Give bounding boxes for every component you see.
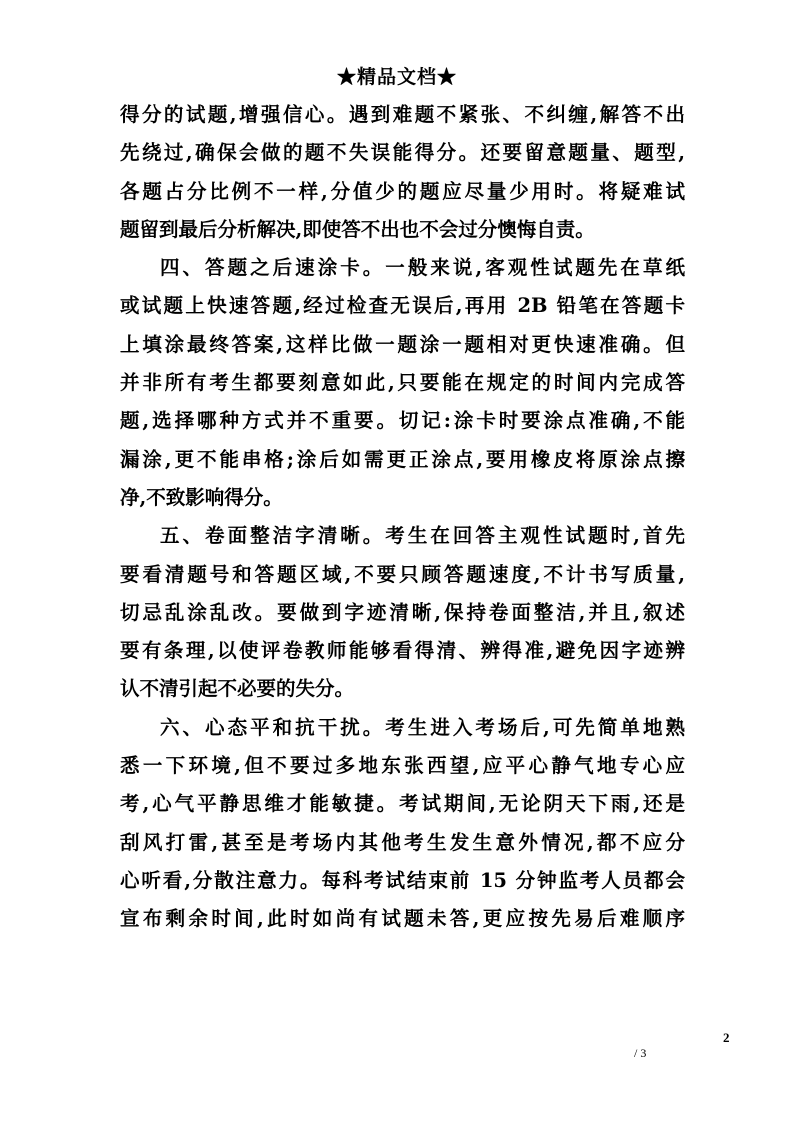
text-line: 得分的试题,增强信心。遇到难题不紧张、不纠缠,解答不出 [120,103,685,126]
text-line: 题留到最后分析解决,即使答不出也不会过分懊悔自责。 [120,217,595,241]
text-line: 先绕过,确保会做的题不失误能得分。还要留意题量、题型, [120,141,685,165]
text-line: 净,不致影响得分。 [120,485,283,509]
text-line: 考,心气平静思维才能敏捷。考试期间,无论阴天下雨,还是 [120,792,685,816]
page-total: / 3 [634,1046,647,1060]
paragraph-heading-line: 四、答题之后速涂卡。一般来说,客观性试题先在草纸 [160,256,685,280]
text-line: 刮风打雷,甚至是考场内其他考生发生意外情况,都不应分 [120,830,685,854]
text-line: 要看清题号和答题区域,不要只顾答题速度,不计书写质量, [120,562,685,586]
text-line: 心听看,分散注意力。每科考试结束前 15 分钟监考人员都会 [120,868,685,892]
text-line: 或试题上快速答题,经过检查无误后,再用 2B 铅笔在答题卡 [120,294,685,318]
text-line: 认不清引起不必要的失分。 [120,677,355,701]
text-line: 漏涂,更不能串格;涂后如需更正涂点,要用橡皮将原涂点擦 [120,447,685,471]
text-line: 悉一下环境,但不要过多地东张西望,应平心静气地专心应 [120,754,685,778]
text-line: 宣布剩余时间,此时如尚有试题未答,更应按先易后难顺序 [120,907,685,931]
document-body [120,96,685,939]
paragraph-heading-line: 五、卷面整洁字清晰。考生在回答主观性试题时,首先 [160,524,685,548]
text-line: 并非所有考生都要刻意如此,只要能在规定的时间内完成答 [120,371,685,395]
text-line: 题,选择哪种方式并不重要。切记:涂卡时要涂点准确,不能 [120,409,685,433]
paragraph-heading-line: 六、心态平和抗干扰。考生进入考场后,可先简单地熟 [160,715,685,739]
page-number: 2 [723,1030,730,1045]
document-header-title: ★精品文档★ [336,66,457,88]
text-line: 各题占分比例不一样,分值少的题应尽量少用时。将疑难试 [120,179,685,203]
text-line: 要有条理,以使评卷教师能够看得清、辨得准,避免因字迹辨 [120,639,685,663]
text-line: 上填涂最终答案,这样比做一题涂一题相对更快速准确。但 [120,332,685,356]
text-line: 切忌乱涂乱改。要做到字迹清晰,保持卷面整洁,并且,叙述 [120,600,685,624]
